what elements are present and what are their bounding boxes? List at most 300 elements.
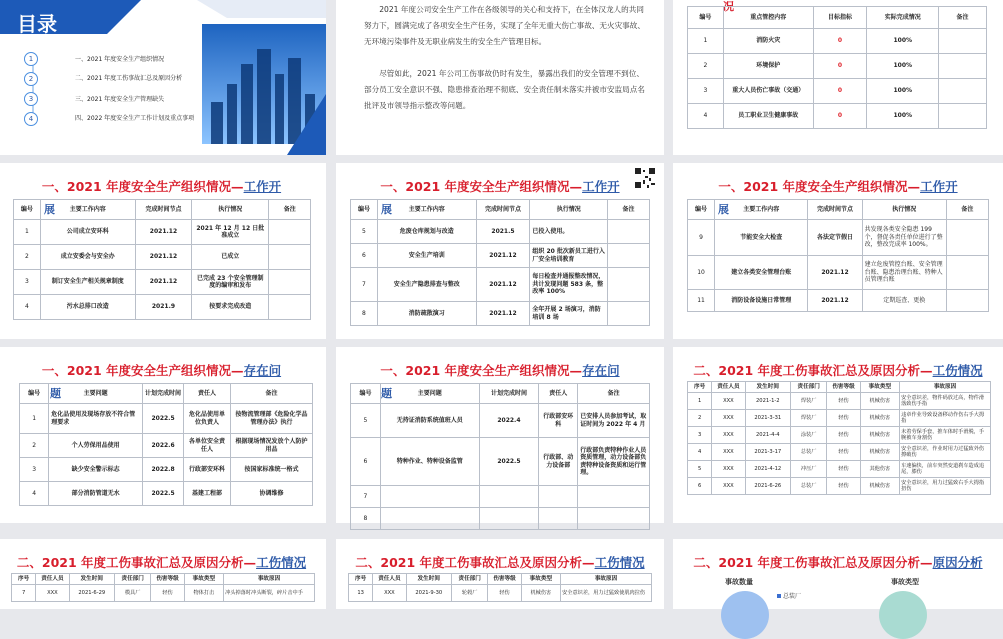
table-cell bbox=[380, 486, 479, 508]
summary-paragraph-2: 尽管如此，2021 年公司工伤事故仍时有发生，暴露出我们的安全管理不到位、部分员工安全意识不强、隐患排查治理不彻底、安全责任制未落实并被市安监局点名批评及市领导指示整改等问题。 bbox=[364, 69, 645, 110]
table-cell: 共发现各类安全隐患 199 个，督促各责任单位进行了整改，整改完成率 100%。 bbox=[862, 220, 946, 256]
table-cell: 4 bbox=[20, 482, 49, 506]
table-cell: 3 bbox=[688, 79, 724, 104]
table-cell: 2022.5 bbox=[143, 404, 184, 434]
table-cell: 0 bbox=[813, 54, 867, 79]
column-header: 执行情况 bbox=[530, 200, 608, 220]
table-cell: 根据现场情况发放个人防护用品 bbox=[230, 434, 312, 458]
slide-toc bbox=[0, 0, 326, 155]
table-cell bbox=[269, 245, 311, 270]
column-header: 编号 题 bbox=[351, 384, 381, 404]
table-row bbox=[688, 410, 991, 427]
table-cell: 建立各类安全管理台账 bbox=[715, 256, 808, 290]
table-row bbox=[20, 458, 313, 482]
table-row bbox=[688, 79, 987, 104]
title-main: 一、2021 年度安全生产组织情况— bbox=[41, 363, 244, 378]
table-header-row bbox=[688, 382, 991, 393]
table-cell: 总装厂 bbox=[791, 444, 827, 461]
column-header: 事故类型 bbox=[184, 574, 223, 585]
column-header: 编号 展 bbox=[688, 200, 715, 220]
table-cell: 协调维修 bbox=[230, 482, 312, 506]
column-header: 主要问题 bbox=[380, 384, 479, 404]
table-cell bbox=[479, 508, 539, 530]
legend-label: 总装厂 bbox=[783, 593, 802, 600]
column-header: 责任人员 bbox=[36, 574, 69, 585]
column-header: 备注 bbox=[230, 384, 312, 404]
table-row bbox=[688, 478, 991, 495]
column-header: 序号 bbox=[12, 574, 36, 585]
table-row bbox=[688, 427, 991, 444]
slide-title bbox=[0, 361, 326, 379]
table-cell: 车速偏快，前车突然变道刹车造成追尾，膝伤 bbox=[900, 461, 991, 478]
table-cell: 危废仓库规划与改造 bbox=[377, 220, 476, 244]
problem-table bbox=[19, 383, 313, 506]
table-cell: 安全生产培训 bbox=[377, 244, 476, 268]
slide-title bbox=[0, 177, 326, 195]
column-header: 事故类型 bbox=[860, 382, 899, 393]
table-cell: 1 bbox=[688, 393, 712, 410]
table-cell bbox=[539, 486, 578, 508]
table-cell: 0 bbox=[813, 79, 867, 104]
column-header: 编号 题 bbox=[20, 384, 49, 404]
table-cell: 行政部、动力设备部 bbox=[539, 438, 578, 486]
column-header: 主要问题 bbox=[49, 384, 143, 404]
title-tail: 展 bbox=[44, 202, 55, 216]
table-cell: 1 bbox=[14, 220, 41, 245]
table-cell: 冲头掉落时冲头断裂，碎片击中手 bbox=[224, 585, 315, 602]
column-header: 责任人员 bbox=[373, 574, 406, 585]
table-cell: 2021.9 bbox=[135, 295, 191, 320]
table-cell: 按物流管理部《危险化学品管理办法》执行 bbox=[230, 404, 312, 434]
table-row bbox=[351, 302, 650, 326]
table-cell: 节能安全大检查 bbox=[715, 220, 808, 256]
table-cell: 制订安全生产相关规章制度 bbox=[40, 270, 135, 295]
slide-title bbox=[673, 177, 1003, 195]
table-cell: 员工职业卫生健康事故 bbox=[723, 104, 813, 129]
table-row bbox=[688, 393, 991, 410]
table-cell: 1 bbox=[688, 29, 724, 54]
title-sub: 存在问 bbox=[243, 363, 282, 378]
table-cell: 行政部安环科 bbox=[539, 404, 578, 438]
table-cell: 2021.12 bbox=[476, 268, 530, 302]
column-header: 发生时间 bbox=[406, 574, 451, 585]
title-main: 二、2021 年度工伤事故汇总及原因分析— bbox=[693, 363, 933, 378]
pie-chart-b bbox=[879, 591, 927, 639]
table-cell: 全年开展 2 场演习，消防培训 8 场 bbox=[530, 302, 608, 326]
table-cell: XXX bbox=[712, 461, 745, 478]
column-header: 主要工作内容 bbox=[377, 200, 476, 220]
table-cell bbox=[939, 54, 987, 79]
table-cell: 2021-6-29 bbox=[69, 585, 114, 602]
toc-item-number: 4 bbox=[24, 112, 38, 126]
table-cell: 2021.5 bbox=[476, 220, 530, 244]
toc-item-number: 2 bbox=[24, 72, 38, 86]
chart-a-title: 事故数量 bbox=[725, 578, 753, 586]
table-cell: 2022.5 bbox=[479, 438, 539, 486]
toc-item[interactable] bbox=[21, 110, 211, 130]
table-cell bbox=[608, 268, 650, 302]
table-header-row bbox=[349, 574, 652, 585]
column-header: 编号 bbox=[688, 7, 724, 29]
table-cell: 危化品使用单位负责人 bbox=[184, 404, 231, 434]
column-header: 伤害等级 bbox=[151, 574, 184, 585]
table-row bbox=[688, 54, 987, 79]
slide-title bbox=[336, 361, 664, 379]
slide-gap-1 bbox=[0, 347, 326, 523]
table-cell: XXX bbox=[712, 478, 745, 495]
toc-item-label: 二、2021 年度工伤事故汇总及原因分析 bbox=[75, 75, 183, 82]
table-cell: 2 bbox=[20, 434, 49, 458]
table-cell: 6 bbox=[351, 244, 378, 268]
table-cell: 100% bbox=[867, 104, 939, 129]
work-table bbox=[350, 199, 650, 326]
table-row bbox=[688, 29, 987, 54]
legend-swatch bbox=[777, 594, 781, 598]
toc-item-label: 三、2021 年度安全生产管理缺失 bbox=[75, 96, 165, 103]
table-cell: 机械伤害 bbox=[860, 444, 899, 461]
slide-org-3 bbox=[673, 163, 1003, 339]
table-cell: 2 bbox=[14, 245, 41, 270]
column-header: 备注 bbox=[939, 7, 987, 29]
table-cell: 2021-9-30 bbox=[406, 585, 451, 602]
table-cell: 其他伤害 bbox=[860, 461, 899, 478]
toc-item-label: 四、2022 年度安全生产工作计划及重点事项 bbox=[75, 115, 195, 122]
column-header: 责任人 bbox=[184, 384, 231, 404]
table-cell: 5 bbox=[688, 461, 712, 478]
slide-gap-2 bbox=[336, 347, 664, 523]
table-row bbox=[14, 270, 311, 295]
column-header: 责任部门 bbox=[791, 382, 827, 393]
table-cell: 消防火灾 bbox=[723, 29, 813, 54]
table-cell: 重大人员伤亡事故（交通） bbox=[723, 79, 813, 104]
column-header: 事故原因 bbox=[561, 574, 652, 585]
table-cell: 100% bbox=[867, 79, 939, 104]
slide-injury-1 bbox=[673, 347, 1003, 523]
table-cell: 缺少安全警示标志 bbox=[49, 458, 143, 482]
table-cell: 0 bbox=[813, 29, 867, 54]
table-cell: 危化品使用及现场存放不符合管理要求 bbox=[49, 404, 143, 434]
slide-title bbox=[336, 553, 664, 571]
table-cell: 轻伤 bbox=[827, 393, 860, 410]
toc-item-number: 1 bbox=[24, 52, 38, 66]
column-header: 伤害等级 bbox=[827, 382, 860, 393]
column-header: 责任人 bbox=[539, 384, 578, 404]
table-cell: 已投入使用。 bbox=[530, 220, 608, 244]
title-main: 二、2021 年度工伤事故汇总及原因分析— bbox=[355, 555, 595, 570]
slide-summary bbox=[336, 0, 664, 155]
table-cell: 成立安委会与安全办 bbox=[40, 245, 135, 270]
title-main: 一、2021 年度安全生产组织情况— bbox=[380, 363, 583, 378]
column-header: 重点管控内容 bbox=[723, 7, 813, 29]
table-row bbox=[688, 220, 989, 256]
title-sub: 工伤情况 bbox=[594, 555, 645, 570]
column-header: 目标指标 bbox=[813, 7, 867, 29]
title-main: 一、2021 年度安全生产组织情况— bbox=[718, 179, 921, 194]
table-cell: 轻伤 bbox=[827, 478, 860, 495]
column-header: 责任人员 bbox=[712, 382, 745, 393]
table-cell: 3 bbox=[688, 427, 712, 444]
injury-table bbox=[11, 573, 315, 602]
column-header: 完成时间节点 bbox=[808, 200, 862, 220]
pie-chart-a bbox=[721, 591, 769, 639]
table-cell: 2021.12 bbox=[135, 245, 191, 270]
table-header-row bbox=[14, 200, 311, 220]
table-row bbox=[351, 268, 650, 302]
column-header: 编号 展 bbox=[351, 200, 378, 220]
title-sub: 工作开 bbox=[920, 179, 958, 194]
table-cell: 5 bbox=[351, 220, 378, 244]
table-cell: 4 bbox=[688, 444, 712, 461]
table-cell: 建立危废管控台账、安全管理台账、隐患治理台账、特种人员管理台账 bbox=[862, 256, 946, 290]
title-tail: 展 bbox=[381, 202, 392, 216]
slide-injury-2 bbox=[0, 539, 326, 609]
table-cell: 2021-3-17 bbox=[745, 444, 790, 461]
table-cell: 2021-4-12 bbox=[745, 461, 790, 478]
column-header: 备注 bbox=[578, 384, 650, 404]
table-row bbox=[688, 104, 987, 129]
column-header: 编号 展 bbox=[14, 200, 41, 220]
table-cell: 3 bbox=[14, 270, 41, 295]
table-cell: 轻伤 bbox=[827, 427, 860, 444]
column-header: 事故原因 bbox=[900, 382, 991, 393]
summary-paragraph-1: 2021 年度公司安全生产工作在各级领导的关心和支持下，在全体汉龙人的共同努力下，圆满完成了各项安全生产任务，实现了全年无重大伤亡事故、无火灾事故、无环境污染事件及无职业病发生的安全生产管理目标。 bbox=[364, 5, 645, 46]
table-cell: 10 bbox=[688, 256, 715, 290]
table-cell: 安全意识差，作业时用力过猛致外伤擦破伤 bbox=[900, 444, 991, 461]
table-cell: 行政部负责特种作业人员资质管理，动力设备部负责特种设备资质和运行管理。 bbox=[578, 438, 650, 486]
slide-title bbox=[0, 553, 326, 571]
injury-table bbox=[687, 381, 991, 495]
chart-a-legend bbox=[777, 591, 801, 600]
column-header: 执行情况 bbox=[862, 200, 946, 220]
table-cell: 未着劳保手套，推车体时手滑脱，手腕被车身割伤 bbox=[900, 427, 991, 444]
title-sub: 工伤情况 bbox=[932, 363, 983, 378]
toc-list bbox=[21, 50, 211, 130]
table-cell bbox=[608, 302, 650, 326]
table-cell: 2 bbox=[688, 54, 724, 79]
table-cell: 2021.12 bbox=[135, 270, 191, 295]
column-header: 备注 bbox=[608, 200, 650, 220]
table-cell: 已成立 bbox=[192, 245, 269, 270]
title-fragment: 况 bbox=[723, 0, 734, 13]
table-cell: 100% bbox=[867, 29, 939, 54]
toc-item[interactable] bbox=[21, 90, 211, 110]
table-row bbox=[20, 434, 313, 458]
table-cell: 2022.6 bbox=[143, 434, 184, 458]
table-cell: 污水总排口改造 bbox=[40, 295, 135, 320]
table-row bbox=[20, 482, 313, 506]
table-cell: 安全意识差，用力过猛致右手大拇指扭伤 bbox=[900, 478, 991, 495]
table-cell bbox=[380, 508, 479, 530]
table-cell: XXX bbox=[712, 427, 745, 444]
column-header: 计划完成时间 bbox=[479, 384, 539, 404]
table-cell: 消防疏散演习 bbox=[377, 302, 476, 326]
table-cell: 9 bbox=[688, 220, 715, 256]
table-cell: 轻伤 bbox=[827, 410, 860, 427]
title-tail: 展 bbox=[718, 202, 729, 216]
table-row bbox=[351, 220, 650, 244]
table-cell bbox=[939, 29, 987, 54]
title-tail: 题 bbox=[381, 386, 392, 400]
table-row bbox=[14, 220, 311, 245]
table-cell: 机械伤害 bbox=[860, 410, 899, 427]
table-cell: 涂装厂 bbox=[791, 427, 827, 444]
table-cell: 环境保护 bbox=[723, 54, 813, 79]
toc-item-number: 3 bbox=[24, 92, 38, 106]
column-header: 序号 bbox=[688, 382, 712, 393]
table-cell bbox=[939, 104, 987, 129]
column-header: 主要工作内容 bbox=[40, 200, 135, 220]
table-cell bbox=[269, 270, 311, 295]
table-row bbox=[20, 404, 313, 434]
table-cell: 各单位安全责任人 bbox=[184, 434, 231, 458]
table-cell bbox=[608, 244, 650, 268]
table-cell: 2021-1-2 bbox=[745, 393, 790, 410]
column-header: 事故类型 bbox=[521, 574, 560, 585]
table-row bbox=[351, 508, 650, 530]
column-header: 主要工作内容 bbox=[715, 200, 808, 220]
table-cell: 无持证消防系统值班人员 bbox=[380, 404, 479, 438]
table-cell bbox=[946, 290, 988, 312]
column-header: 完成时间节点 bbox=[135, 200, 191, 220]
column-header: 执行情况 bbox=[192, 200, 269, 220]
table-cell bbox=[539, 508, 578, 530]
table-cell: XXX bbox=[712, 444, 745, 461]
table-row bbox=[351, 438, 650, 486]
table-cell: 个人劳保用品使用 bbox=[49, 434, 143, 458]
table-cell: 13 bbox=[349, 585, 373, 602]
slide-org-1 bbox=[0, 163, 326, 339]
column-header: 发生时间 bbox=[69, 574, 114, 585]
column-header: 责任部门 bbox=[115, 574, 151, 585]
table-cell bbox=[269, 220, 311, 245]
table-cell: 各法定节假日 bbox=[808, 220, 862, 256]
title-sub: 存在问 bbox=[582, 363, 620, 378]
table-cell: 2022.8 bbox=[143, 458, 184, 482]
slide-title bbox=[673, 553, 1003, 571]
slide-title bbox=[673, 361, 1003, 379]
table-cell: 2021-4-4 bbox=[745, 427, 790, 444]
table-cell bbox=[608, 220, 650, 244]
table-cell: 安全意识差，物件码放过高，物件滑落致伤手指 bbox=[900, 393, 991, 410]
table-cell: 2021.12 bbox=[808, 290, 862, 312]
table-cell: 11 bbox=[688, 290, 715, 312]
table-cell: 模具厂 bbox=[115, 585, 151, 602]
table-cell: 轻伤 bbox=[827, 444, 860, 461]
table-cell: XXX bbox=[36, 585, 69, 602]
work-table bbox=[687, 199, 989, 312]
table-cell: XXX bbox=[712, 410, 745, 427]
slide-goals bbox=[673, 0, 1003, 155]
table-cell: 机械伤害 bbox=[860, 393, 899, 410]
table-cell: 物体打击 bbox=[184, 585, 223, 602]
table-cell: 按国家标准统一格式 bbox=[230, 458, 312, 482]
table-cell: 焊装厂 bbox=[791, 393, 827, 410]
table-cell bbox=[946, 256, 988, 290]
table-cell: XXX bbox=[712, 393, 745, 410]
table-cell: 已安排人员参加考试，取证时间为 2022 年 4 月 bbox=[578, 404, 650, 438]
column-header: 事故原因 bbox=[224, 574, 315, 585]
toc-item-label: 一、2021 年度安全生产组织情况 bbox=[75, 56, 165, 63]
table-cell: 1 bbox=[20, 404, 49, 434]
title-sub: 工作开 bbox=[582, 179, 620, 194]
table-row bbox=[14, 245, 311, 270]
title-sub: 原因分析 bbox=[932, 555, 983, 570]
table-cell: 组织 20 批次新员工进行入厂安全培训教育 bbox=[530, 244, 608, 268]
table-cell: 2021.12 bbox=[135, 220, 191, 245]
chart-b-title: 事故类型 bbox=[891, 578, 919, 586]
toc-title: 目录 bbox=[17, 12, 57, 36]
table-cell: 7 bbox=[351, 486, 381, 508]
toc-item[interactable] bbox=[21, 70, 211, 90]
table-header-row bbox=[12, 574, 315, 585]
table-cell: 2021.12 bbox=[476, 244, 530, 268]
table-cell: 7 bbox=[351, 268, 378, 302]
table-header-row bbox=[688, 7, 987, 29]
table-cell: 按要求完成改造 bbox=[192, 295, 269, 320]
table-cell: 已完成 23 个安全管理制度的编审和发布 bbox=[192, 270, 269, 295]
table-cell: 8 bbox=[351, 302, 378, 326]
work-table bbox=[13, 199, 311, 320]
table-cell bbox=[946, 220, 988, 256]
table-cell: 安全意识差，用力过猛致使肌肉拉伤 bbox=[561, 585, 652, 602]
title-sub: 工作开 bbox=[243, 179, 282, 194]
title-main: 二、2021 年度工伤事故汇总及原因分析— bbox=[16, 555, 257, 570]
table-row bbox=[688, 290, 989, 312]
table-cell: 行政部安环科 bbox=[184, 458, 231, 482]
table-cell bbox=[578, 486, 650, 508]
table-cell: 消防设备设施日常管理 bbox=[715, 290, 808, 312]
table-cell: 2021 年 12 月 12 日批准成立 bbox=[192, 220, 269, 245]
table-cell bbox=[939, 79, 987, 104]
column-header: 备注 bbox=[946, 200, 988, 220]
table-row bbox=[688, 256, 989, 290]
column-header: 计划完成时间 bbox=[143, 384, 184, 404]
table-cell: 机械伤害 bbox=[860, 427, 899, 444]
table-cell: 2022.5 bbox=[143, 482, 184, 506]
title-tail: 题 bbox=[50, 386, 61, 400]
table-row bbox=[349, 585, 652, 602]
column-header: 伤害等级 bbox=[488, 574, 521, 585]
table-row bbox=[688, 444, 991, 461]
table-cell: 100% bbox=[867, 54, 939, 79]
table-cell: 2021-6-26 bbox=[745, 478, 790, 495]
toc-item[interactable] bbox=[21, 50, 211, 70]
table-cell: XXX bbox=[373, 585, 406, 602]
table-cell: 4 bbox=[688, 104, 724, 129]
table-cell: 轻伤 bbox=[488, 585, 521, 602]
table-cell: 轮毂厂 bbox=[452, 585, 488, 602]
table-row bbox=[12, 585, 315, 602]
table-cell: 6 bbox=[351, 438, 381, 486]
table-cell: 违章作业导致设备移动作伤右手大拇指 bbox=[900, 410, 991, 427]
column-header: 实际完成情况 bbox=[867, 7, 939, 29]
table-cell: 总装厂 bbox=[791, 478, 827, 495]
column-header: 备注 bbox=[269, 200, 311, 220]
table-cell: 部分消防管道无水 bbox=[49, 482, 143, 506]
slide-cause-analysis bbox=[673, 539, 1003, 609]
table-cell: 轻伤 bbox=[827, 461, 860, 478]
column-header: 发生时间 bbox=[745, 382, 790, 393]
table-header-row bbox=[688, 200, 989, 220]
problem-table bbox=[350, 383, 650, 530]
table-cell bbox=[479, 486, 539, 508]
table-cell: 定期巡查、更换 bbox=[862, 290, 946, 312]
table-cell: 6 bbox=[688, 478, 712, 495]
table-cell: 2021.12 bbox=[476, 302, 530, 326]
table-cell: 8 bbox=[351, 508, 381, 530]
table-cell: 7 bbox=[12, 585, 36, 602]
table-row bbox=[688, 461, 991, 478]
